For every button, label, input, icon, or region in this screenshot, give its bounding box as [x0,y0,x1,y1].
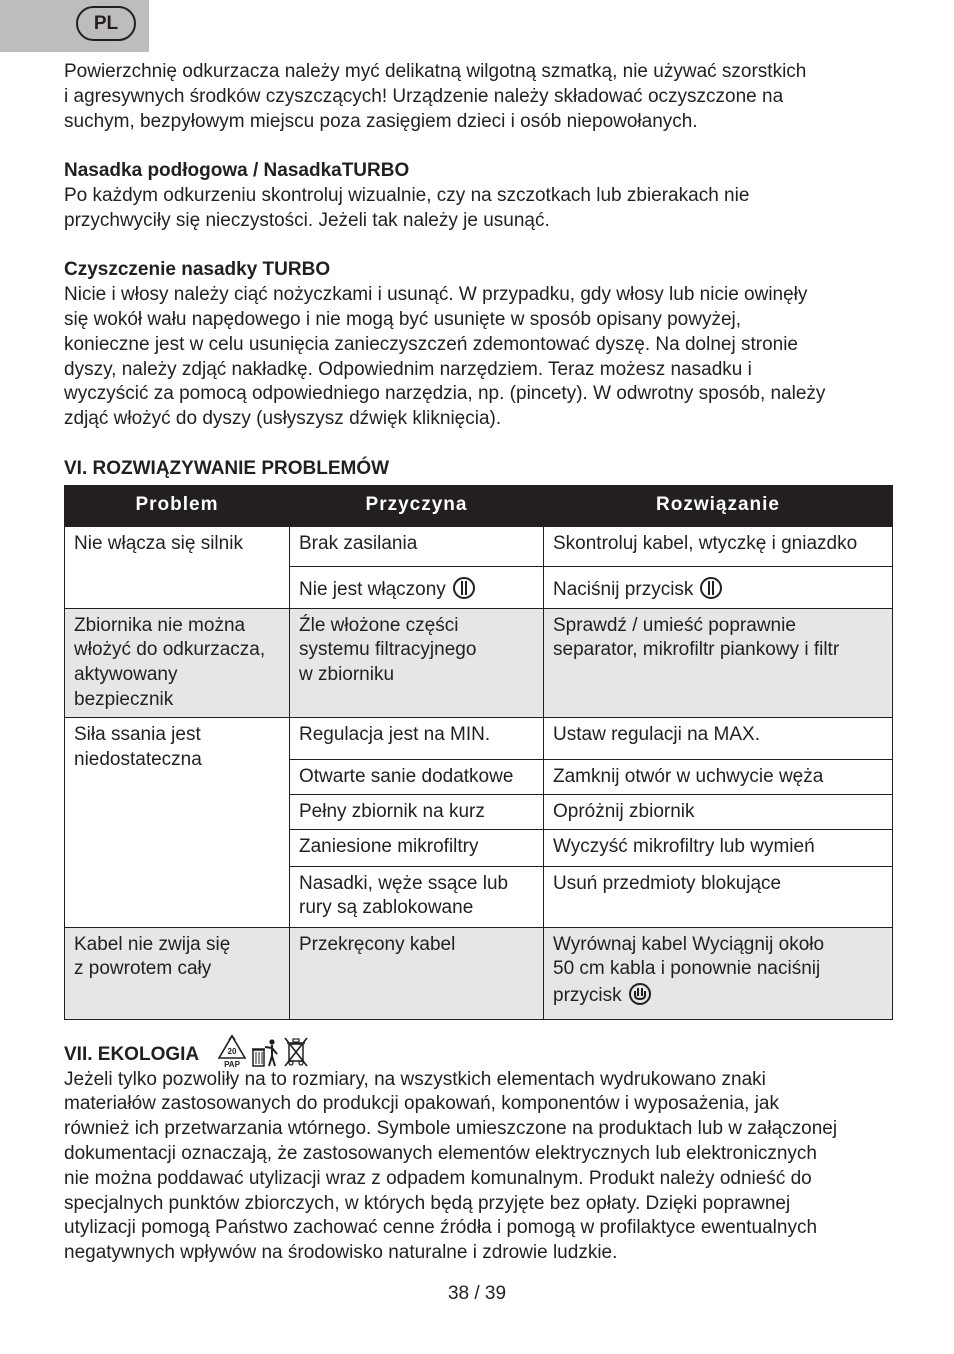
column-header-problem: Problem [65,485,290,526]
solution-cell: Wyczyść mikrofiltry lub wymień [544,829,893,866]
intro-paragraph: Powierzchnię odkurzacza należy myć delikatną wilgotną szmatką, nie używać szorstkich i agresywnych środków czyszczących! Urządzenie należy składować oczyszczone na suchym, bezpyłowym miejscu poza zasięgiem dzieci i osób niepowołanych. [64,61,807,132]
column-header-cause: Przyczyna [290,485,544,526]
language-badge: PL [76,6,136,41]
tidy-man-bin-icon [251,1038,279,1068]
ecology-heading-row [64,1032,894,1068]
recycle-material: PAP [224,1059,241,1068]
cause-cell: Nasadki, węże ssące lub rury są zablokowane [290,866,544,927]
ecology-symbols [217,1034,309,1068]
language-tab [0,0,149,52]
cause-cell [290,566,544,608]
recycling-paper-icon [217,1034,247,1068]
solution-cell: Zamknij otwór w uchwycie węża [544,759,893,794]
cable-rewind-button-icon [628,982,652,1006]
cause-cell: Przekręcony kabel [290,927,544,1019]
ecology-heading: VII. EKOLOGIA [64,1043,200,1065]
recycle-code: 20 [227,1046,237,1056]
solution-cell: Ustaw regulacji na MAX. [544,717,893,759]
crossed-out-wheelie-bin-icon [283,1036,309,1068]
turbo-heading: Czyszczenie nasadky TURBO [64,259,331,281]
table-header-row [65,485,893,526]
solution-cell: Usuń przedmioty blokujące [544,866,893,927]
table-row [65,608,893,717]
problem-cell: Zbiornika nie można włożyć do odkurzacza, aktywowany bezpiecznik [65,608,290,717]
problem-cell: Kabel nie zwija się z powrotem cały [65,927,290,1019]
problem-cell: Siła ssania jest niedostateczna [65,717,290,927]
solution-text: Wyrównaj kabel Wyciągnij około 50 cm kabla i ponownie naciśnij przycisk [553,933,825,1007]
solution-cell: Skontroluj kabel, wtyczkę i gniazdko [544,526,893,566]
table-row [65,526,893,566]
solution-cell [544,927,893,1019]
cause-cell: Źle włożone części systemu filtracyjnego w zbiorniku [290,608,544,717]
nozzle-heading: Nasadka podłogowa / NasadkaTURBO [64,160,410,182]
cause-text: Nie jest włączony [299,578,446,600]
page-number: 38 / 39 [447,1283,507,1304]
solution-cell: Sprawdź / umieść poprawnie separator, mikrofiltr piankowy i filtr [544,608,893,717]
power-button-icon [699,576,723,600]
solution-cell: Opróżnij zbiornik [544,794,893,829]
cause-cell: Zaniesione mikrofiltry [290,829,544,866]
troubleshooting-table [64,485,893,1020]
page-content [64,60,894,1266]
turbo-paragraph: Nicie i włosy należy ciąć nożyczkami i usunąć. W przypadku, gdy włosy lub nicie owinęły się wokół wału napędowego i nie mogą być usunięte w sposób opisany powyżej, konieczne jest w celu usunięcia zanieczyszczeń zdemontować dyszę. Na dolnej stronie dyszy, należy zdjąć nakładkę. Odpowiednim narzędziem. Teraz możesz nasadku i wyczyścić za pomocą odpowiedniego narzędzia, np. (pincety). W odwrotny sposób, należy zdjąć włożyć do dyszy (usłyszysz dźwięk kliknięcia). [64,284,826,430]
cause-cell: Pełny zbiornik na kurz [290,794,544,829]
solution-text: Naciśnij przycisk [553,578,694,600]
table-row [65,927,893,1019]
cause-cell: Otwarte sanie dodatkowe [290,759,544,794]
cause-cell: Regulacja jest na MIN. [290,717,544,759]
column-header-solution: Rozwiązanie [544,485,893,526]
troubleshooting-heading: VI. ROZWIĄZYWANIE PROBLEMÓW [64,457,390,479]
ecology-paragraph: Jeżeli tylko pozwoliły na to rozmiary, na wszystkich elementach wydrukowano znaki materiałów zastosowanych do produkcji opakowań, komponentów i wyposażenia, jak również ich przetwarzania wtórnego. Symbole umieszczone na produktach lub w załączonej dokumentacji oznaczają, że zastosowanych elementów elektrycznych lub elektronicznych nie można poddawać utylizacji wraz z odpadem komunalnym. Produkt należy odnieść do specjalnych punktów zbiorczych, w których będą przyjęte bez opłaty. Dzięki poprawnej utylizacji pomogą Państwo zachować cenne źródła i pomogą w profilaktyce ewentualnych negatywnych wpływów na środowisko naturalne i zdrowie ludzkie. [64,1068,838,1264]
problem-cell: Nie włącza się silnik [65,526,290,608]
cause-cell: Brak zasilania [290,526,544,566]
solution-cell [544,566,893,608]
table-row [65,717,893,759]
power-button-icon [452,576,476,600]
nozzle-paragraph: Po każdym odkurzeniu skontroluj wizualnie, czy na szczotkach lub zbierakach nie przychwyciły się nieczystości. Jeżeli tak należy je usunąć. [64,184,750,231]
